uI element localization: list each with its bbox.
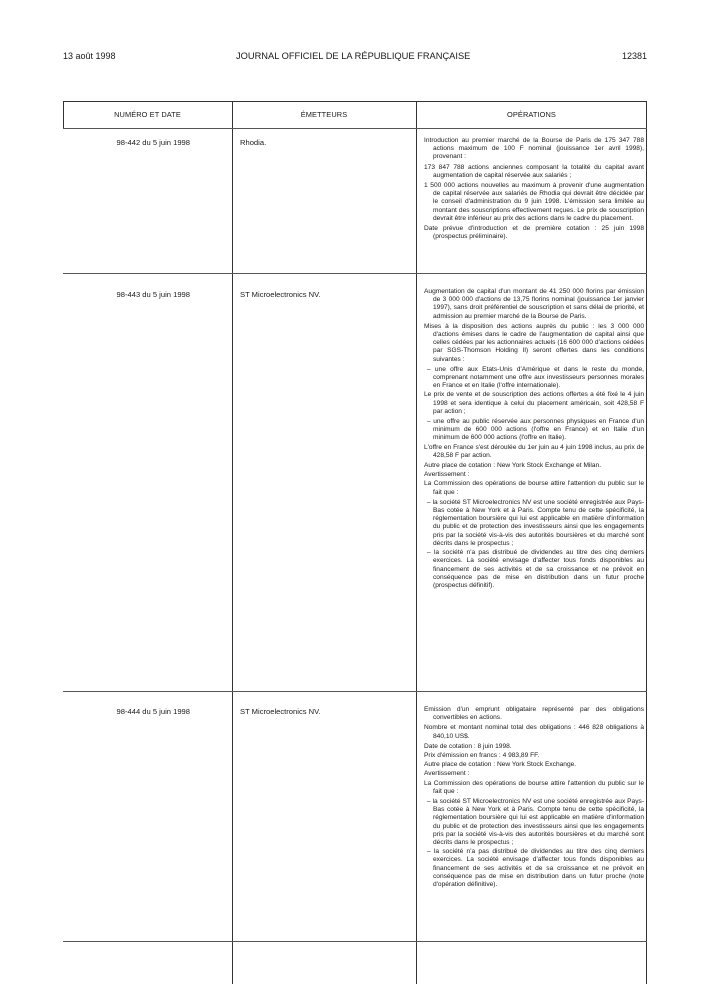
row-1-operations [424, 137, 644, 243]
row-1-op-paragraph: 173 847 788 actions anciennes composant la totalité du capital avant augmentation de capital réservée aux salariés ; [424, 163, 644, 179]
row-2-operations [424, 288, 644, 591]
row-2-op-paragraph: L'offre en France s'est déroulée du 1er juin au 4 juin 1998 inclus, au prix de 428,58 F par action. [424, 443, 644, 459]
row-3-number-date: 98-444 du 5 juin 1998 [116, 707, 190, 716]
row-2-number-date: 98-443 du 5 juin 1998 [116, 290, 190, 299]
page-header-date: 13 août 1998 [63, 51, 116, 61]
page-header-title: JOURNAL OFFICIEL DE LA RÉPUBLIQUE FRANÇAISE [236, 51, 471, 61]
row-3-op-bullet: – la société n'a pas distribué de dividendes au titre des cinq derniers exercices. La société envisage d'affecter tous fonds disponibles au financement de ses activités et de sa croissance et ne prévoit en conséquence pas de mise en distribution dans un futur proche (note d'opération définitive). [424, 848, 644, 889]
row-3-op-line: Prix d'émission en francs : 4 983,89 FF. [424, 752, 540, 760]
row-2-op-line: Avertissement : [424, 471, 470, 479]
row-2-op-paragraph: Le prix de vente et de souscription des actions offertes a été fixé le 4 juin 1998 et sera identique à celui du placement américain, soit 428,58 F par action ; [424, 391, 644, 415]
row-2-op-line: Autre place de cotation : New York Stock Exchange et Milan. [424, 462, 602, 470]
row-3-op-line: Autre place de cotation : New York Stock Exchange. [424, 761, 577, 769]
column-header-number-date: NUMÉRO ET DATE [114, 110, 181, 119]
row-3-op-paragraph: La Commission des opérations de bourse attire l'attention du public sur le fait que : [424, 779, 644, 795]
row-2-op-paragraph: Mises à la disposition des actions auprès du public : les 3 000 000 d'actions émises dans le cadre de l'augmentation de capital ainsi que celles cédées par les actionnaires actuels (16 600 000 d'actions cédées par SGS-Thomson Holding II) seront offertes dans les conditions suivantes : [424, 322, 644, 363]
table-bottom-border [63, 941, 647, 942]
row-2-issuer: ST Microelectronics NV. [240, 290, 321, 299]
row-2-op-bullet: – la société ST Microelectronics NV est une société enregistrée aux Pays-Bas cotée à New York et à Paris. Compte tenu de cette spécificité, la réglementation boursière qui lui est applicable en matière d'information du public et de protection des investisseurs ainsi que les engagements pris par la société vis-à-vis des autorités boursières et du marché sont décrits dans le prospectus ; [424, 499, 644, 548]
row-2-op-bullet: – la société n'a pas distribué de dividendes au titre des cinq derniers exercices. La société envisage d'affecter tous fonds disponibles au financement de ses activités et de sa croissance et ne prévoit en conséquence pas de mise en distribution dans un futur proche (prospectus définitif). [424, 549, 644, 590]
row-2-op-paragraph: Augmentation de capital d'un montant de 41 250 000 florins par émission de 3 000 000 d'actions de 13,75 florins nominal (jouissance 1er janvier 1997), sans droit préférentiel de souscription et sans délai de priorité, et admission au premier marché de la Bourse de Paris. [424, 288, 644, 320]
row-1-op-paragraph: Date prévue d'introduction et de première cotation : 25 juin 1998 (prospectus préliminaire). [424, 225, 644, 241]
row-1-number-date: 98-442 du 5 juin 1998 [116, 138, 190, 147]
column-divider-1 [232, 102, 233, 984]
row-divider-2 [63, 691, 647, 692]
header-row-divider [63, 128, 647, 129]
column-divider-2 [416, 102, 417, 984]
row-1-issuer: Rhodia. [240, 138, 267, 147]
row-divider-1 [63, 273, 647, 274]
row-3-op-bullet: – la société ST Microelectronics NV est une société enregistrée aux Pays-Bas cotée à New York et à Paris. Compte tenu de cette spécificité, la réglementation boursière qui lui est applicable en matière d'information du public et de protection des investisseurs ainsi que les engagements pris par la société vis-à-vis des autorités boursières et du marché sont décrits dans le prospectus ; [424, 798, 644, 847]
row-3-op-paragraph: Nombre et montant nominal total des obligations : 446 828 obligations à 840,10 US$. [424, 724, 644, 740]
column-header-issuers: ÉMETTEURS [300, 110, 348, 119]
row-3-issuer: ST Microelectronics NV. [240, 707, 321, 716]
row-2-op-bullet: – une offre aux Etats-Unis d'Amérique et dans le reste du monde, comprenant notamment une offre aux investisseurs personnes morales en France et en Italie (l'offre internationale). [424, 366, 644, 391]
row-2-op-paragraph: La Commission des opérations de bourse attire l'attention du public sur le fait que : [424, 480, 644, 496]
table-right-border [646, 102, 647, 984]
row-2-op-bullet: – une offre au public réservée aux personnes physiques en France d'un minimum de 600 000 actions (l'offre en France) et en Italie d'un minimum de 600 000 actions (l'offre en Italie). [424, 418, 644, 443]
page-header-number: 12381 [622, 51, 648, 61]
operations-table [63, 101, 647, 984]
row-3-op-line: Avertissement : [424, 770, 470, 778]
row-3-op-line: Date de cotation : 8 juin 1998. [424, 742, 512, 750]
row-1-op-paragraph: Introduction au premier marché de la Bourse de Paris de 175 347 788 actions maximum de 100 F nominal (jouissance 1er avril 1998), provenant : [424, 137, 644, 161]
column-header-operations: OPÉRATIONS [507, 110, 556, 119]
row-1-op-paragraph: 1 500 000 actions nouvelles au maximum à provenir d'une augmentation de capital réservée aux salariés de Rhodia qui devrait être décidée par le conseil d'administration du 9 juin 1998. L'émission sera limitée au montant des souscriptions effectivement reçues. Le prix de souscription devrait être inférieur au prix des actions dans le cadre du placement. [424, 182, 644, 222]
row-3-operations [424, 706, 644, 890]
row-3-op-paragraph: Emission d'un emprunt obligataire représenté par des obligations convertibles en actions. [424, 706, 644, 722]
